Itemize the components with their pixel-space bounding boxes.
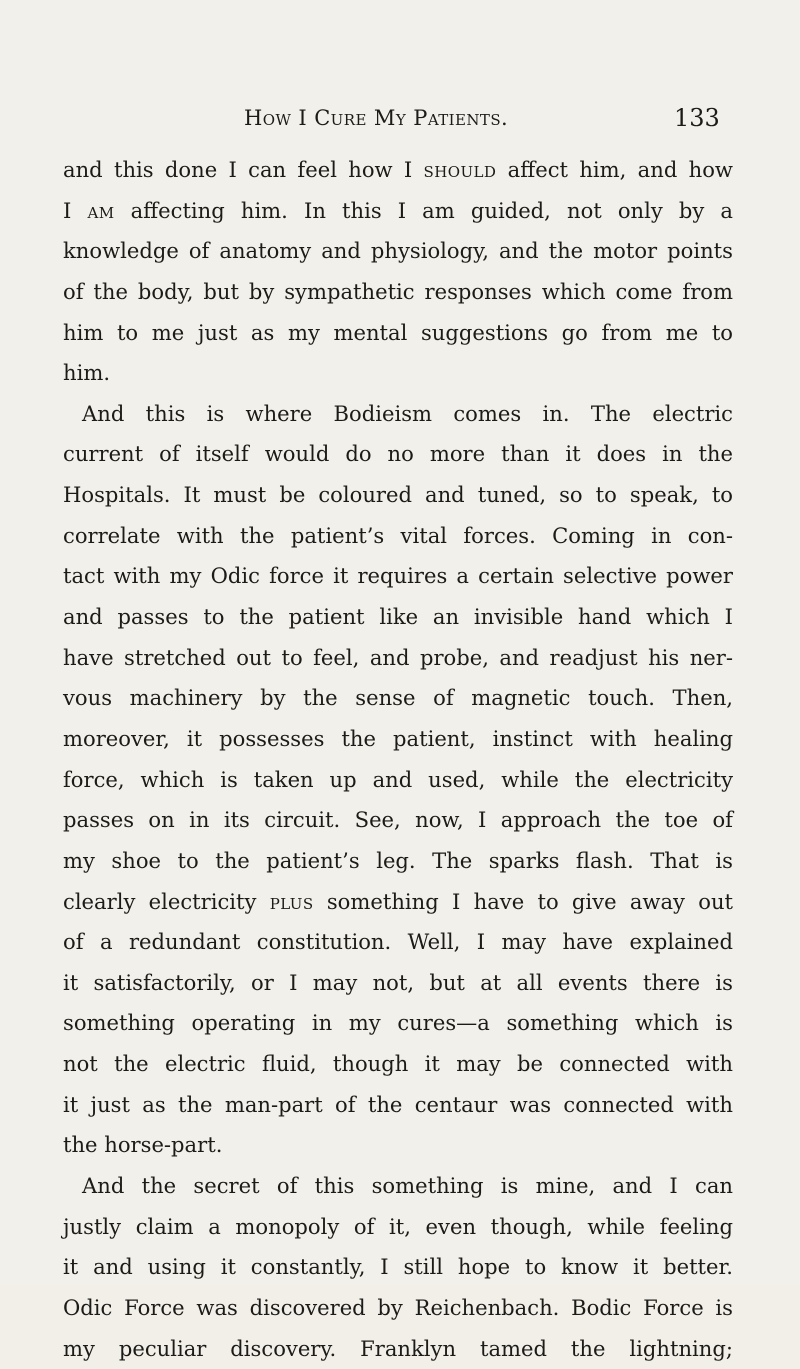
text-line	[63, 678, 733, 719]
text-line	[63, 1125, 733, 1166]
text-segment: And the secret of this something is mine, and I can	[82, 1173, 733, 1199]
text-segment: force, which is taken up and used, while the electricity	[63, 766, 733, 792]
text-line	[63, 475, 733, 516]
text-segment: vous machinery by the sense of magnetic touch. Then,	[63, 685, 733, 711]
text-line	[63, 800, 733, 841]
text-segment: I	[63, 197, 88, 223]
text-segment: not the electric fluid, though it may be connected with	[63, 1051, 733, 1077]
text-line	[63, 841, 733, 882]
text-segment: something I have to give away out	[313, 888, 734, 914]
text-segment: him.	[63, 360, 111, 386]
text-line	[63, 760, 733, 801]
text-line	[63, 394, 733, 435]
text-line	[63, 353, 733, 394]
text-line	[63, 231, 733, 272]
text-segment: current of itself would do no more than it does in the	[63, 441, 733, 467]
text-line	[63, 1207, 733, 1248]
text-line	[63, 150, 733, 191]
small-caps-word: plus	[269, 888, 314, 914]
text-line	[63, 597, 733, 638]
text-segment: correlate with the patient’s vital forces. Coming in con-	[63, 522, 733, 548]
running-title: How I Cure My Patients.	[244, 106, 509, 130]
text-line	[63, 922, 733, 963]
text-line	[63, 1003, 733, 1044]
text-segment: affect him, and how	[496, 157, 733, 182]
page-number: 133	[674, 104, 720, 132]
text-segment: moreover, it possesses the patient, instinct with healing	[63, 725, 733, 751]
text-segment: of a redundant constitution. Well, I may have explained	[63, 929, 733, 955]
text-segment: and this done I can feel how I	[63, 157, 424, 182]
text-segment: knowledge of anatomy and physiology, and the motor points	[63, 238, 733, 264]
text-segment: affecting him. In this I am guided, not only by a	[114, 197, 733, 223]
small-caps-word: am	[87, 197, 115, 223]
text-line	[63, 1329, 733, 1369]
small-caps-word: should	[423, 157, 497, 182]
text-segment: it satisfactorily, or I may not, but at all events there is	[63, 969, 733, 995]
text-segment: the horse-part.	[63, 1132, 223, 1158]
text-line	[63, 882, 733, 923]
text-segment: justly claim a monopoly of it, even though, while feeling	[63, 1213, 733, 1239]
text-segment: something operating in my cures—a something which is	[63, 1010, 733, 1036]
text-segment: clearly electricity	[63, 888, 270, 914]
text-segment: And this is where Bodieism comes in. The electric	[82, 400, 733, 426]
text-line	[63, 638, 733, 679]
text-line	[63, 1085, 733, 1126]
text-line	[63, 719, 733, 760]
text-line	[63, 272, 733, 313]
text-line	[63, 1247, 733, 1288]
text-segment: and passes to the patient like an invisible hand which I	[63, 604, 733, 630]
text-line	[63, 1166, 733, 1207]
text-segment: Odic Force was discovered by Reichenbach. Bodic Force is	[63, 1294, 733, 1320]
running-header	[0, 100, 800, 140]
text-segment: it and using it constantly, I still hope to know it better.	[63, 1254, 733, 1280]
text-line	[63, 1288, 733, 1329]
text-segment: my shoe to the patient’s leg. The sparks flash. That is	[63, 847, 733, 873]
text-segment: it just as the man-part of the centaur was connected with	[63, 1091, 733, 1117]
text-line	[63, 556, 733, 597]
text-segment: Hospitals. It must be coloured and tuned, so to speak, to	[63, 482, 733, 508]
text-segment: of the body, but by sympathetic responses which come from	[63, 278, 733, 304]
text-segment: tact with my Odic force it requires a certain selective power	[63, 563, 733, 589]
text-segment: passes on in its circuit. See, now, I approach the toe of	[63, 807, 733, 833]
text-line	[63, 191, 733, 232]
text-line	[63, 1044, 733, 1085]
text-segment: him to me just as my mental suggestions go from me to	[63, 319, 733, 345]
text-line	[63, 963, 733, 1004]
text-segment: have stretched out to feel, and probe, and readjust his ner-	[63, 644, 733, 670]
text-line	[63, 434, 733, 475]
text-line	[63, 313, 733, 354]
body-text	[63, 150, 733, 1369]
text-line	[63, 516, 733, 557]
text-segment: my peculiar discovery. Franklyn tamed the lightning;	[63, 1335, 733, 1361]
